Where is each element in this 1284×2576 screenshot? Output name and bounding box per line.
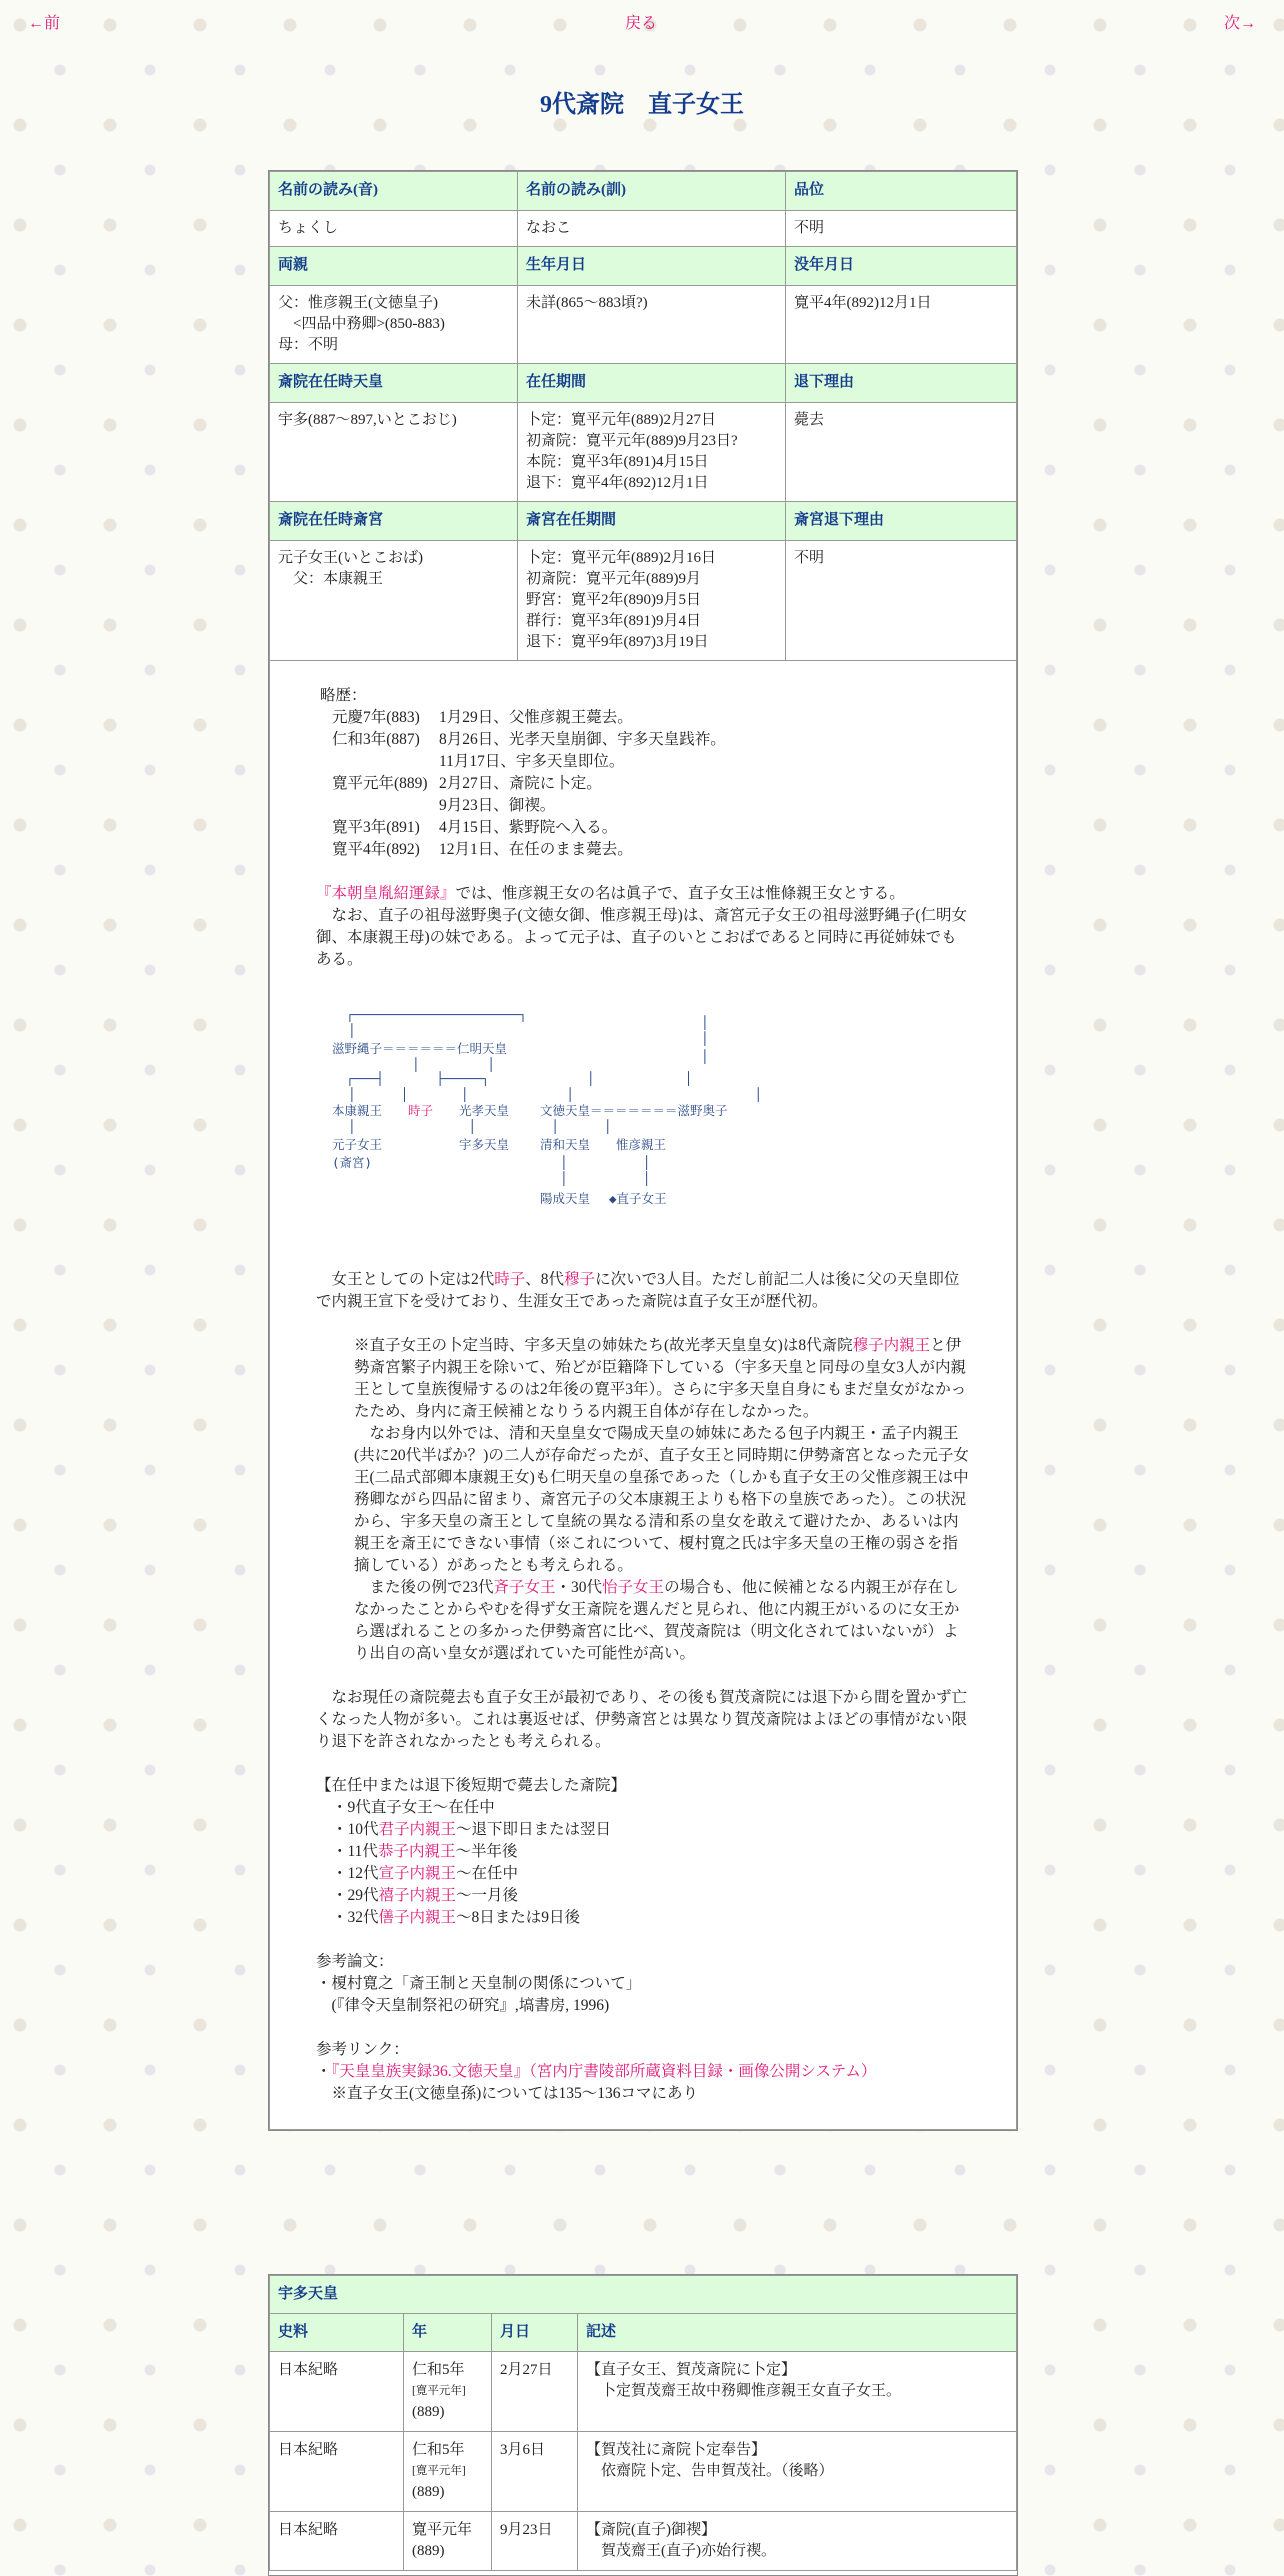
ishi-link[interactable]: 怡子女王 <box>602 1579 665 1596</box>
tree-row <box>540 1103 728 1119</box>
chronology-year: 寛平元年(889) <box>332 775 428 792</box>
info-value-line: なおこ <box>526 220 572 236</box>
info-value-line: 父：惟彦親王(文徳皇子) <box>278 295 438 311</box>
tree-line: │ <box>701 1015 709 1030</box>
links-section <box>316 2039 970 2105</box>
info-table <box>269 171 1017 661</box>
tree-node: 仁明天皇 <box>457 1041 508 1056</box>
paren: （ <box>529 2063 537 2080</box>
record-desc <box>578 2352 1017 2432</box>
info-value-line: 薨去 <box>794 412 825 428</box>
references-title: 参考論文： <box>316 1953 394 1970</box>
saiin-link[interactable]: 恭子内親王 <box>377 1843 456 1860</box>
paragraph-first-female <box>316 1269 970 1313</box>
info-value-line: <四品中務卿>(850-883) <box>278 316 445 332</box>
tree-line: ＝＝＝＝＝＝ <box>382 1041 458 1056</box>
tree-node: 滋野奥子 <box>677 1103 728 1118</box>
tree-node: 清和天皇 <box>540 1137 591 1152</box>
info-value-line: 本院：寛平3年(891)4月15日 <box>526 454 709 470</box>
tree-node: 元子女王 <box>332 1137 383 1152</box>
info-header-cell: 斎宮退下理由 <box>786 502 1017 541</box>
deceased-list <box>332 1797 970 1929</box>
info-header-cell: 斎宮在任期間 <box>518 502 786 541</box>
info-value-line: 宇多(887～897,いとこおじ) <box>278 412 457 428</box>
chronology-event: 9月23日、御禊。 <box>439 797 556 814</box>
info-header-cell: 退下理由 <box>786 364 1017 403</box>
info-value-line: 初斎院：寛平元年(889)9月 <box>526 571 701 587</box>
info-header-cell: 名前の読み(音) <box>270 172 518 211</box>
record-desc <box>578 2432 1017 2512</box>
link-note: ※直子女王(文徳皇孫)については135～136コマにあり <box>316 2085 699 2102</box>
info-value-cell <box>518 211 786 247</box>
info-header-cell: 両親 <box>270 247 518 286</box>
info-value-cell <box>270 286 518 364</box>
info-value-line: 卜定：寛平元年(889)2月27日 <box>526 412 716 428</box>
info-value-cell <box>786 403 1017 502</box>
info-value-row <box>270 286 1017 364</box>
list-prefix: ・29代 <box>332 1887 379 1904</box>
tree-node: 本康親王 <box>332 1103 383 1118</box>
bokushi-link[interactable]: 穆子 <box>564 1271 596 1288</box>
info-header-cell: 在任期間 <box>518 364 786 403</box>
tree-node: 宇多天皇 <box>459 1137 510 1152</box>
tree-line: │ <box>701 1031 709 1046</box>
tree-node: 滋野縄子 <box>332 1041 383 1056</box>
link-row <box>316 2061 970 2083</box>
info-value-line: 不明 <box>794 220 825 236</box>
paragraph-text: なお、直子の祖母滋野奥子(文徳女御、惟彦親王母)は、斎宮元子女王の祖母滋野縄子(仁明女御、本康親王母)の妹である。よって元子は、直子のいとこおばであると同時に再従姉妹でもある。 <box>316 907 967 968</box>
family-tree <box>316 1005 970 1245</box>
profile-section <box>269 661 1017 2130</box>
chronology-event: 2月27日、斎院に卜定。 <box>439 775 602 792</box>
chronology-year: 仁和3年(887) <box>332 731 420 748</box>
info-value-cell <box>518 286 786 364</box>
info-header-row <box>270 247 1017 286</box>
tree-line: │ <box>348 1023 356 1038</box>
info-value-line: 未詳(865～883頃?) <box>526 295 648 311</box>
profile-panel <box>268 170 1018 2131</box>
record-year <box>404 2352 492 2432</box>
table-row <box>270 2512 1017 2571</box>
records-emperor: 宇多天皇 <box>270 2276 1017 2314</box>
reference-item: ・榎村寛之「斎王制と天皇制の関係について」 <box>316 1975 642 1992</box>
tree-node-tokiko: 時子 <box>408 1103 434 1118</box>
record-date: 3月6日 <box>492 2432 578 2512</box>
tree-line: │ │ <box>560 1155 651 1170</box>
note-text: また後の例で23代 <box>354 1579 494 1596</box>
tree-node: 惟彦親王 <box>616 1137 667 1152</box>
shoinroku-link[interactable]: 『本朝皇胤紹運録』 <box>316 885 456 902</box>
note-block <box>354 1335 970 1665</box>
info-header-cell: 名前の読み(訓) <box>518 172 786 211</box>
info-value-cell <box>270 211 518 247</box>
records-table <box>269 2275 1017 2571</box>
chronology-year: 寛平4年(892) <box>332 841 420 858</box>
tree-line: │ │ │ │ <box>348 1119 612 1134</box>
chronology-year: 寛平3年(891) <box>332 819 420 836</box>
list-prefix: ・9代 <box>332 1799 371 1816</box>
record-date: 2月27日 <box>492 2352 578 2432</box>
info-value-line: 初斎院：寛平元年(889)9月23日? <box>526 433 738 449</box>
record-year <box>404 2512 492 2571</box>
list-suffix: ～在任中 <box>432 1799 495 1816</box>
record-desc-text: 依齋院卜定、告申賀茂社。（後略） <box>586 2463 834 2479</box>
note-1 <box>354 1335 970 1423</box>
info-value-row <box>270 211 1017 247</box>
chronology-event: 1月29日、父惟彦親王薨去。 <box>439 709 633 726</box>
deceased-list-title: 【在任中または退下後短期で薨去した斎院】 <box>316 1777 627 1794</box>
back-link[interactable]: 戻る <box>625 15 658 32</box>
chronology-event: 8月26日、光孝天皇崩御、宇多天皇践祚。 <box>439 731 726 748</box>
deceased-list-item <box>332 1863 970 1885</box>
record-year-text: 仁和5年 <box>412 2362 465 2378</box>
table-row <box>270 2432 1017 2512</box>
info-value-cell <box>786 286 1017 364</box>
tree-node: 陽成天皇 <box>540 1191 591 1206</box>
record-ad: (889) <box>412 2404 445 2420</box>
info-header-cell: 生年月日 <box>518 247 786 286</box>
chronology-year <box>332 751 439 773</box>
chronology-row <box>332 707 970 729</box>
record-desc <box>578 2512 1017 2571</box>
info-value-cell <box>786 211 1017 247</box>
info-value-line: 元子女王(いとこおば) <box>278 550 423 566</box>
record-era: [寛平元年] <box>412 2465 466 2477</box>
list-prefix: ・11代 <box>332 1843 378 1860</box>
info-value-line: 父：本康親王 <box>278 571 384 587</box>
reference-item: (『律令天皇制祭祀の研究』,塙書房, 1996) <box>316 1997 610 2014</box>
info-value-line: 不明 <box>794 550 825 566</box>
record-era: [寛平元年] <box>412 2385 466 2397</box>
info-value-row <box>270 541 1017 661</box>
info-header-row <box>270 172 1017 211</box>
record-desc-title: 【直子女王、賀茂斎院に卜定】 <box>586 2362 797 2378</box>
info-value-line: 寛平4年(892)12月1日 <box>794 295 932 311</box>
deceased-list-item <box>332 1841 970 1863</box>
tree-note: (斎宮) <box>332 1155 373 1170</box>
records-header-cell: 月日 <box>492 2314 578 2352</box>
table-row <box>270 2352 1017 2432</box>
record-year-text: 寛平元年 <box>412 2522 473 2538</box>
record-desc-text: 卜定賀茂齋王故中務卿惟彦親王女直子女王。 <box>586 2383 902 2399</box>
note-2: なお身内以外では、清和天皇皇女で陽成天皇の姉妹にあたる包子内親王・孟子内親王(共に20代半ばか？)の二人が存命だったが、直子女王と同時期に伊勢斎宮となった元子女王(二品式部卿本康親王女)も仁明天皇の皇孫であった（しかも直子女王の父惟彦親王は中務卿ながら四品に留まり、斎宮元子の父本康親王よりも格下の皇族であった）。この状況から、宇多天皇の斎王として皇統の異なる清和系の皇女を敢えて避けたか、あるいは内親王を斎王にできない事情（※これについて、榎村寛之氏は宇多天皇の王権の弱さを指摘している）があったとも考えられる。 <box>354 1425 969 1574</box>
tokiko-link[interactable]: 時子 <box>494 1271 526 1288</box>
records-header-row <box>270 2314 1017 2352</box>
chronology-row <box>332 839 970 861</box>
references-section <box>316 1951 970 2017</box>
deceased-list-section <box>316 1775 970 1929</box>
list-suffix: ～8日または9日後 <box>456 1909 581 1926</box>
paragraph-death-in-office: なお現任の斎院薨去も直子女王が最初であり、その後も賀茂斎院には退下から間を置かず亡くなった人物が多い。これは裏返せば、伊勢斎宮とは異なり賀茂斎院はよほどの事情がない限り退下を許されなかったとも考えられる。 <box>316 1689 968 1750</box>
list-suffix: ～在任中 <box>456 1865 519 1882</box>
list-prefix: ・32代 <box>332 1909 379 1926</box>
seishi-link[interactable]: 斉子女王 <box>493 1579 556 1596</box>
shoryobu-link[interactable]: 宮内庁書陵部所蔵資料目録・画像公開システム <box>536 2063 861 2080</box>
chronology-row <box>332 729 970 751</box>
paragraph-shoinroku <box>316 883 970 971</box>
record-source: 日本紀略 <box>270 2352 404 2432</box>
info-value-cell <box>518 403 786 502</box>
record-year-text: 仁和5年 <box>412 2442 465 2458</box>
records-header-cell: 年 <box>404 2314 492 2352</box>
saiin-link[interactable]: 君子内親王 <box>378 1821 457 1838</box>
bokushi-naishinno-link[interactable]: 穆子内親王 <box>852 1337 931 1354</box>
chronology-event: 4月15日、紫野院へ入る。 <box>439 819 618 836</box>
info-value-line: ちょくし <box>278 220 339 236</box>
chronology <box>332 707 970 861</box>
info-header-cell: 没年月日 <box>786 247 1017 286</box>
record-date: 9月23日 <box>492 2512 578 2571</box>
info-value-cell <box>270 403 518 502</box>
chronology-row <box>332 817 970 839</box>
deceased-list-item <box>332 1797 970 1819</box>
saiin-link[interactable]: 宣子内親王 <box>378 1865 457 1882</box>
chronology-heading: 略歴： <box>320 687 367 704</box>
chronology-row <box>332 773 970 795</box>
record-ad: (889) <box>412 2484 445 2500</box>
list-prefix: ・10代 <box>332 1821 379 1838</box>
paren: ） <box>860 2063 877 2080</box>
links-title: 参考リンク： <box>316 2041 409 2058</box>
chronology-row <box>332 751 970 773</box>
record-ad: (889) <box>412 2543 445 2559</box>
chronology-event: 11月17日、宇多天皇即位。 <box>439 753 625 770</box>
tree-node: 文徳天皇 <box>540 1103 591 1118</box>
prev-link[interactable]: ←前 <box>28 15 61 32</box>
chronology-row <box>332 795 970 817</box>
note-text: と伊勢斎宮繁子内親王を除いて、殆どが臣籍降下している（宇多天皇と同母の皇女3人が内親王として皇族復帰するのは2年後の寛平3年）。さらに宇多天皇自身にもまだ皇女がなかったため、身内に斎王候補となりうる内親王自体が存在しなかった。 <box>354 1337 967 1420</box>
tree-line: │ │ │ │ │ <box>348 1087 762 1102</box>
paragraph-text: では、惟彦親王女の名は眞子で、直子女王は惟條親王女とする。 <box>455 885 905 902</box>
info-value-line: 野宮：寛平2年(890)9月5日 <box>526 592 701 608</box>
list-prefix: ・12代 <box>332 1865 379 1882</box>
note-3 <box>354 1577 970 1665</box>
saiin-link[interactable]: 禧子内親王 <box>378 1887 457 1904</box>
tree-line: │ │ <box>560 1171 651 1186</box>
saiin-link[interactable]: 僐子内親王 <box>378 1909 457 1926</box>
list-name: 直子女王 <box>370 1799 433 1816</box>
deceased-list-item <box>332 1819 970 1841</box>
next-link[interactable]: 次→ <box>1223 15 1256 32</box>
info-value-cell <box>786 541 1017 661</box>
record-year <box>404 2432 492 2512</box>
tree-row <box>332 1041 507 1057</box>
chronology-year: 元慶7年(883) <box>332 709 420 726</box>
records-header-cell: 史料 <box>270 2314 404 2352</box>
list-suffix: ～退下即日または翌日 <box>456 1821 612 1838</box>
list-suffix: ～一月後 <box>456 1887 519 1904</box>
paragraph-text: に次いで3人目。ただし前記二人は後に父の天皇即位で内親王宣下を受けており、生涯女王であった斎院は直子女王が歴代初。 <box>316 1271 960 1310</box>
deceased-list-item <box>332 1885 970 1907</box>
info-value-line: 卜定：寛平元年(889)2月16日 <box>526 550 716 566</box>
record-desc-text: 賀茂齋王(直子)亦始行禊。 <box>586 2543 776 2559</box>
chronology-event: 12月1日、在任のまま薨去。 <box>439 841 633 858</box>
chronology-year <box>332 795 439 817</box>
tree-line: │ <box>701 1049 709 1064</box>
info-header-cell: 斎院在任時天皇 <box>270 364 518 403</box>
tree-node-naoko: ◆直子女王 <box>609 1191 667 1206</box>
list-suffix: ～半年後 <box>455 1843 518 1860</box>
tree-row <box>332 1103 382 1119</box>
tree-line: ＝＝＝＝＝＝＝ <box>590 1103 678 1118</box>
info-value-line: 退下：寛平4年(892)12月1日 <box>526 475 709 491</box>
info-value-line: 母：不明 <box>278 337 339 353</box>
jitsuroku-link[interactable]: 『天皇皇族実録36.文徳天皇』 <box>331 2063 530 2080</box>
record-desc-title: 【斎院(直子)御禊】 <box>586 2522 716 2538</box>
tree-line: ┌──────────────────────┐ <box>346 1007 527 1022</box>
info-value-line: 群行：寛平3年(891)9月4日 <box>526 613 701 629</box>
info-header-row <box>270 364 1017 403</box>
note-text: の場合も、他に候補となる内親王が存在しなかったことからやむを得ず女王斎院を選んだと見られ、他に内親王がいるのに女王から選ばれることの多かった伊勢斎宮に比べ、賀茂斎院は（明文化されてはいないが）より出自の高い皇女が選ばれていた可能性が高い。 <box>354 1579 960 1662</box>
record-source: 日本紀略 <box>270 2432 404 2512</box>
deceased-list-item <box>332 1907 970 1929</box>
info-header-cell: 斎院在任時斎宮 <box>270 502 518 541</box>
paragraph-text: 、8代 <box>525 1271 565 1288</box>
info-header-row <box>270 502 1017 541</box>
paragraph-text: 女王としての卜定は2代 <box>316 1271 495 1288</box>
records-panel <box>268 2274 1018 2576</box>
note-text: ・30代 <box>555 1579 603 1596</box>
record-desc-title: 【賀茂社に斎院卜定奉告】 <box>586 2442 767 2458</box>
records-header-cell: 記述 <box>578 2314 1017 2352</box>
info-value-row <box>270 403 1017 502</box>
record-source: 日本紀略 <box>270 2512 404 2571</box>
tree-line: │ │ <box>412 1057 495 1072</box>
info-value-cell <box>270 541 518 661</box>
tree-line: ┌───┤ ├─────┐ │ │ <box>346 1071 693 1086</box>
note-text: ※直子女王の卜定当時、宇多天皇の姉妹たち(故光孝天皇皇女)は8代斎院 <box>354 1337 853 1354</box>
page-title: 9代斎院 直子女王 <box>540 92 744 118</box>
info-header-cell: 品位 <box>786 172 1017 211</box>
bullet: ・ <box>316 2063 332 2080</box>
tree-node: 光孝天皇 <box>459 1103 510 1118</box>
info-value-cell <box>518 541 786 661</box>
info-value-line: 退下：寛平9年(897)3月19日 <box>526 634 709 650</box>
